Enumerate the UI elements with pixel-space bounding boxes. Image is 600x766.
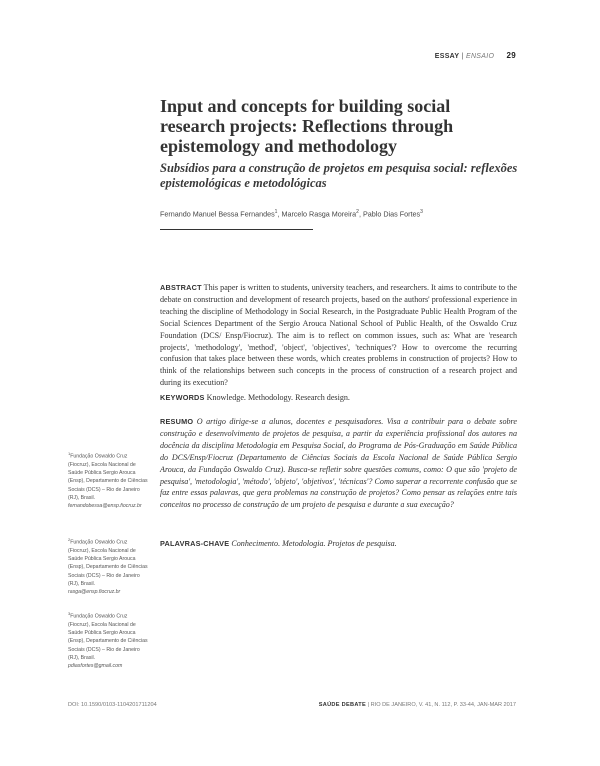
author-name: Marcelo Rasga Moreira xyxy=(281,209,357,219)
abstract xyxy=(160,282,517,389)
affiliation-text: Fundação Oswaldo Cruz (Fiocruz), Escola Nacional de Saúde Pública Sergio Arouca (Ensp), Departamento de Ciências Sociais (DCS) – Rio de Janeiro (RJ), Brasil. xyxy=(68,539,148,587)
affiliation-note xyxy=(68,610,148,670)
affiliation-note xyxy=(68,450,148,510)
title-divider xyxy=(160,229,313,230)
journal-citation xyxy=(319,702,516,708)
keywords-label: KEYWORDS xyxy=(160,393,205,402)
section-separator: | xyxy=(461,53,464,60)
affiliation-mark: 3 xyxy=(68,611,71,616)
doi-link[interactable]: DOI: 10.1590/0103-1104201711204 xyxy=(68,702,157,708)
author-list xyxy=(160,209,423,218)
affiliation-text: Fundação Oswaldo Cruz (Fiocruz), Escola Nacional de Saúde Pública Sergio Arouca (Ensp), Departamento de Ciências Sociais (DCS) – Rio de Janeiro (RJ), Brasil. xyxy=(68,613,148,661)
palavras-chave-label: PALAVRAS-CHAVE xyxy=(160,539,230,548)
section-label: ESSAY xyxy=(434,53,460,60)
palavras-chave-text: Conhecimento. Metodologia. Projetos de pesquisa. xyxy=(231,539,397,548)
journal-info: | RIO DE JANEIRO, V. 41, N. 112, P. 33-44, JAN-MAR 2017 xyxy=(367,702,516,708)
page-number: 29 xyxy=(506,51,516,60)
journal-name: SAÚDE DEBATE xyxy=(318,702,367,708)
keywords xyxy=(160,392,517,404)
keywords-text: Knowledge. Methodology. Research design. xyxy=(206,393,350,402)
running-header xyxy=(435,51,516,60)
affiliation-mark: 1 xyxy=(68,451,71,456)
author-mark: 3 xyxy=(420,209,423,215)
abstract-label: ABSTRACT xyxy=(160,283,202,292)
affiliation-email[interactable]: rasga@ensp.fiocruz.br xyxy=(68,588,121,595)
author-separator: , xyxy=(277,209,282,219)
palavras-chave xyxy=(160,538,517,550)
abstract-text: This paper is written to students, university teachers, and researchers. It aims to contribute to the debate on construction and development of research projects, based on the authors' professional experience in teaching the discipline of Methodology in Social Research, in the Postgraduate Public Health Program of the Social Sciences Department of the Sergio Arouca National School of Public Health, of the Oswaldo Cruz Foundation (DCS/ Ensp/Fiocruz). The aim is to reflect on common issues, such as: What are 'research projects', 'methodology', 'method', 'object', 'objectives', 'techniques'? How to overcome the recurring confusion that takes place between these words, which creates problems in construction of projects? How to think of the relationships between such concepts in the process of construction of a research project and during its execution? xyxy=(160,283,517,388)
resumo-label: RESUMO xyxy=(160,417,194,426)
affiliation-mark: 2 xyxy=(68,537,71,542)
author-name: Pablo Dias Fortes xyxy=(362,209,421,219)
article-subtitle: Subsídios para a construção de projetos em pesquisa social: reflexões epistemológicas e metodológicas xyxy=(160,161,518,190)
author-name: Fernando Manuel Bessa Fernandes xyxy=(160,209,275,219)
resumo xyxy=(160,416,517,511)
affiliation-text: Fundação Oswaldo Cruz (Fiocruz), Escola Nacional de Saúde Pública Sergio Arouca (Ensp), Departamento de Ciências Sociais (DCS) – Rio de Janeiro (RJ), Brasil. xyxy=(68,453,148,501)
affiliation-email[interactable]: pdiasfortes@gmail.com xyxy=(68,662,123,669)
author-separator: , xyxy=(358,209,363,219)
resumo-text: O artigo dirige-se a alunos, docentes e pesquisadores. Visa a contribuir para o debate sobre construção e desenvolvimento de projetos de pesquisa, a partir da experiência profissional dos autores na docência da disciplina Metodologia em Pesquisa Social, do Programa de Pós-Graduação em Saúde Pública do DCS/Ensp/Fiocruz (Departamento de Ciências Sociais da Escola Nacional de Saúde Pública Sergio Arouca, da Fundação Oswaldo Cruz). Busca-se refletir sobre questões comuns, como: O que são 'projeto de pesquisa', 'metodologia', 'método', 'objeto', 'objetivos', 'técnicas'? Como superar a recorrente confusão que se faz entre essas palavras, que gera problemas na construção de projetos? Como pensar as relações entre tais conceitos no processo de construção de um projeto de pesquisa e durante a sua execução? xyxy=(160,417,517,510)
author-mark: 1 xyxy=(274,209,278,215)
affiliation-note xyxy=(68,536,148,596)
author-mark: 2 xyxy=(356,209,359,215)
section-label-pt: ENSAIO xyxy=(465,53,495,60)
affiliation-email[interactable]: fernandobessa@ensp.fiocruz.br xyxy=(68,502,142,509)
article-title: Input and concepts for building social research projects: Reflections through epistemology and methodology xyxy=(160,96,454,156)
